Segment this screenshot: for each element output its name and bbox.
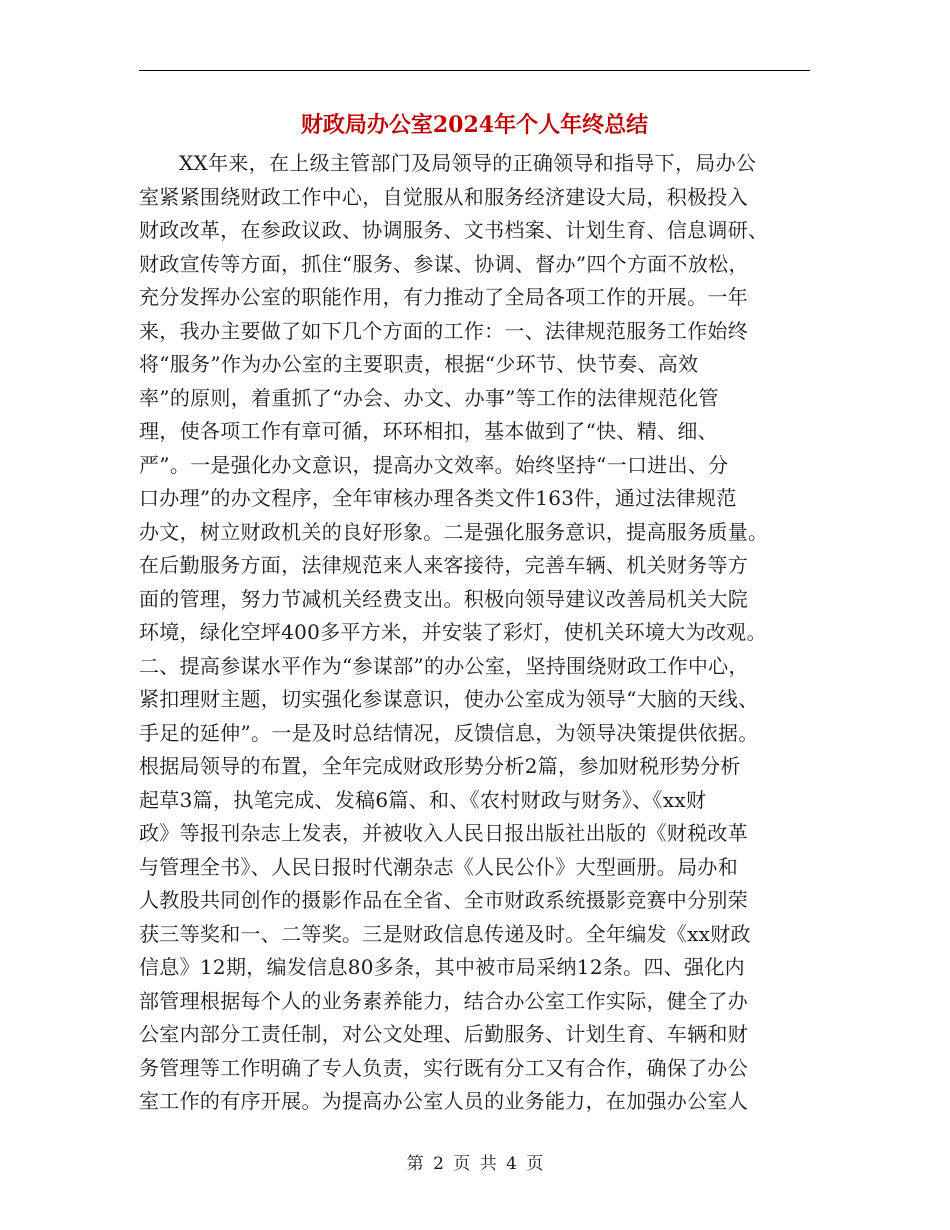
text-line: 人教股共同创作的摄影作品在全省、全市财政系统摄影竞赛中分别荣: [139, 888, 748, 912]
text-line: 与管理全书》、人民日报时代潮杂志《人民公仆》大型画册。局办和: [139, 854, 738, 879]
text-line: 率”的原则，着重抓了“办会、办文、办事”等工作的法律规范化管: [139, 385, 719, 410]
text-line: 起草3篇，执笔完成、发稿6篇、和、《农村财政与财务》、《xx财: [139, 787, 707, 812]
text-line: 手足的延伸”。一是及时总结情况，反馈信息，为领导决策提供依据。: [139, 720, 759, 745]
text-line: 获三等奖和一、二等奖。三是财政信息传递及时。全年编发《xx财政: [139, 921, 751, 946]
header-rule: [139, 70, 810, 71]
text-line: 财政改革，在参政议政、协调服务、文书档案、计划生育、信息调研、: [139, 218, 769, 242]
text-line: 财政宣传等方面，抓住“服务、参谋、协调、督办”四个方面不放松，: [139, 251, 749, 276]
text-line: 充分发挥办公室的职能作用，有力推动了全局各项工作的开展。一年: [139, 285, 748, 309]
text-line: 根据局领导的布置，全年完成财政形势分析2篇，参加财税形势分析: [139, 754, 741, 778]
text-line: 在后勤服务方面，法律规范来人来客接待，完善车辆、机关财务等方: [139, 553, 748, 577]
text-line: 来，我办主要做了如下几个方面的工作：一、法律规范服务工作始终: [139, 318, 748, 343]
text-line: 面的管理，努力节减机关经费支出。积极向领导建议改善局机关大院: [139, 586, 748, 611]
text-line: 将“服务”作为办公室的主要职责，根据“少环节、快节奏、高效: [139, 352, 699, 376]
text-line: 理，使各项工作有章可循，环环相扣，基本做到了“快、精、细、: [139, 419, 718, 443]
text-line: 口办理”的办文程序，全年审核办理各类文件163件，通过法律规范: [139, 486, 737, 510]
document-title: 财政局办公室2024年个人年终总结: [300, 112, 649, 138]
text-line: 部管理根据每个人的业务素养能力，结合办公室工作实际，健全了办: [139, 988, 748, 1013]
text-line: 务管理等工作明确了专人负责，实行既有分工又有合作，确保了办公: [139, 1055, 748, 1080]
text-line: 室紧紧围绕财政工作中心，自觉服从和服务经济建设大局，积极投入: [139, 184, 748, 209]
text-line: 紧扣理财主题，切实强化参谋意识，使办公室成为领导“大脑的天线、: [139, 687, 759, 711]
page-number-footer: 第 2 页 共 4 页: [406, 1154, 544, 1174]
text-line: 办文，树立财政机关的良好形象。二是强化服务意识，提高服务质量。: [139, 519, 769, 544]
text-line: XX年来，在上级主管部门及局领导的正确领导和指导下，局办公: [179, 151, 757, 175]
text-line: 政》等报刊杂志上发表，并被收入人民日报出版社出版的《财税改革: [139, 821, 748, 845]
text-line: 环境，绿化空坪400多平方米，并安装了彩灯，使机关环境大为改观。: [139, 620, 767, 644]
text-line: 信息》12期，编发信息80多条，其中被市局采纳12条。四、强化内: [139, 955, 745, 979]
text-line: 室工作的有序开展。为提高办公室人员的业务能力，在加强办公室人: [139, 1089, 748, 1113]
text-line: 严”。一是强化办文意识，提高办文效率。始终坚持“一口进出、分: [139, 452, 729, 477]
text-line: 公室内部分工责任制，对公文处理、后勤服务、计划生育、车辆和财: [139, 1022, 748, 1046]
text-line: 二、提高参谋水平作为“参谋部”的办公室，坚持围绕财政工作中心，: [139, 653, 749, 678]
body-paragraph: [139, 147, 810, 1119]
